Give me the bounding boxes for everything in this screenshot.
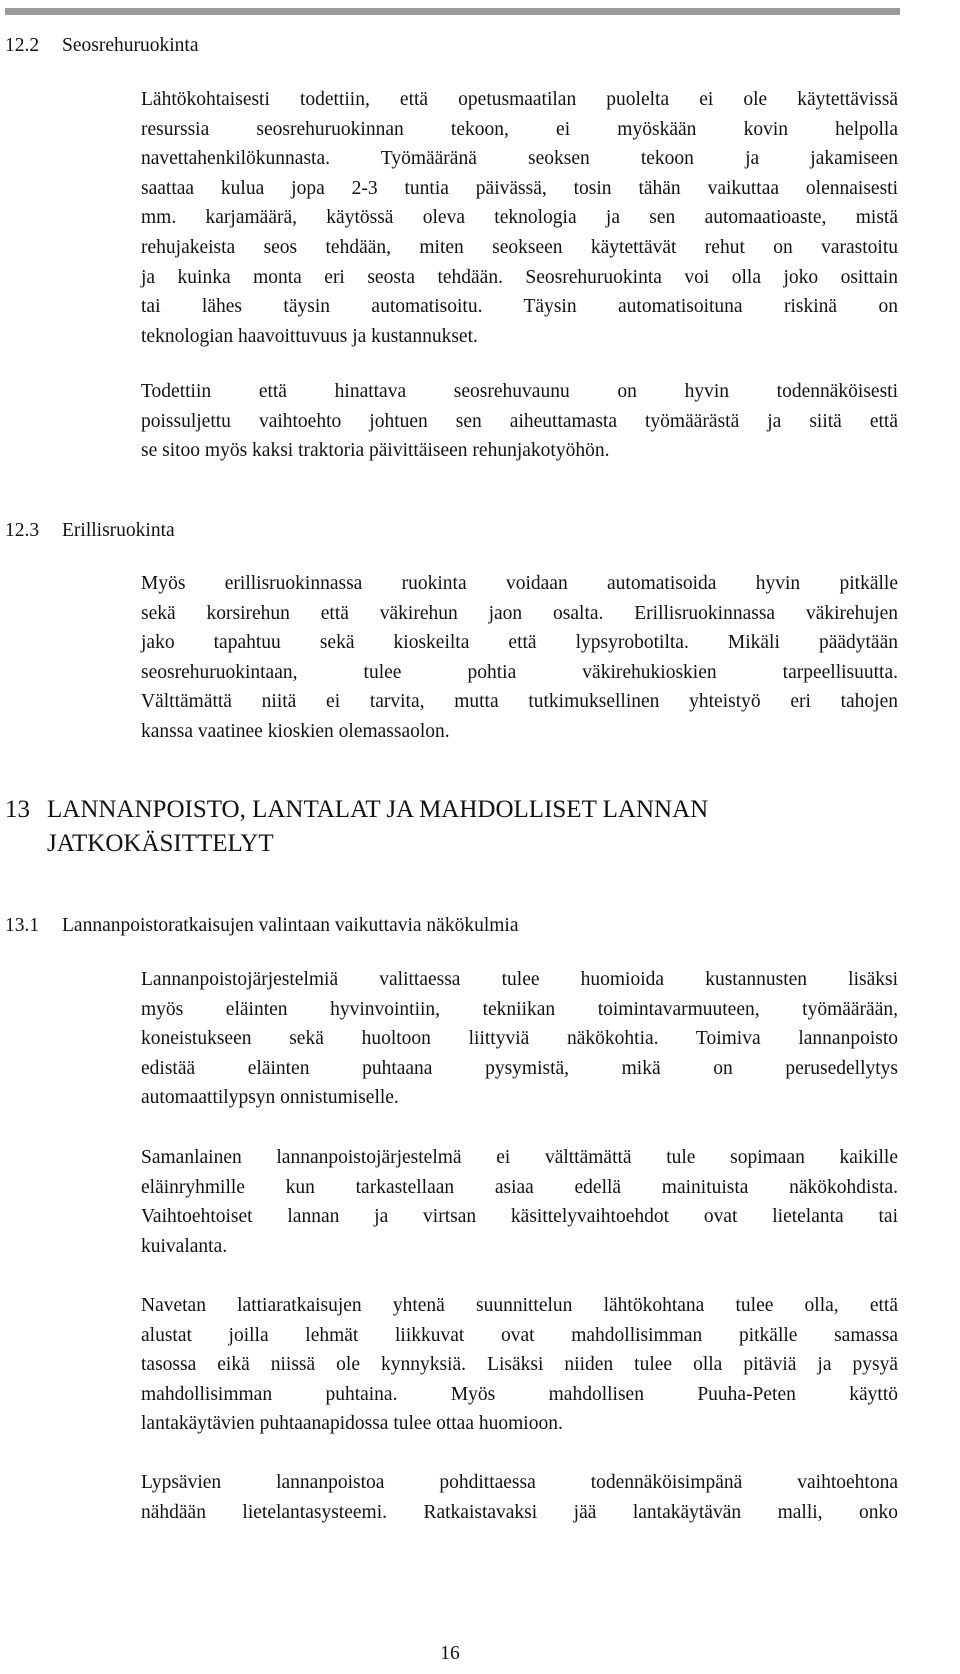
chapter-title-line2: JATKOKÄSITTELYT bbox=[47, 830, 274, 857]
text-line: seosrehuruokintaan, tulee pohtia väkirehukioskien tarpeellisuutta. bbox=[141, 661, 898, 683]
text-line: jako tapahtuu sekä kioskeilta että lypsyrobotilta. Mikäli päädytään bbox=[141, 632, 898, 654]
section-heading-13-1 bbox=[5, 914, 519, 938]
text-line: poissuljettu vaihtoehto johtuen sen aiheuttamasta työmäärästä ja siitä että bbox=[141, 410, 898, 432]
text-line: teknologian haavoittuvuus ja kustannukset. bbox=[141, 325, 478, 347]
text-line: rehujakeista seos tehdään, miten seokseen käytettävät rehut on varastoitu bbox=[141, 236, 898, 258]
text-line: Samanlainen lannanpoistojärjestelmä ei välttämättä tule sopimaan kaikille bbox=[141, 1147, 898, 1168]
chapter-number: 13 bbox=[5, 796, 30, 823]
text-line: navettahenkilökunnasta. Työmääränä seoksen tekoon ja jakamiseen bbox=[141, 148, 898, 170]
text-line: Lannanpoistojärjestelmiä valittaessa tulee huomioida kustannusten lisäksi bbox=[141, 969, 898, 990]
paragraph-13-1-3 bbox=[141, 1291, 898, 1439]
chapter-title-line1: LANNANPOISTO, LANTALAT JA MAHDOLLISET LANNAN bbox=[47, 796, 709, 823]
text-line: tai lähes täysin automatisoitu. Täysin automatisoituna riskinä on bbox=[141, 296, 898, 318]
text-line: eläinryhmille kun tarkastellaan asiaa edellä mainituista näkökohdista. bbox=[141, 1176, 898, 1198]
text-line: alustat joilla lehmät liikkuvat ovat mahdollisimman pitkälle samassa bbox=[141, 1324, 898, 1346]
text-line: edistää eläinten puhtaana pysymistä, mikä on perusedellytys bbox=[141, 1057, 898, 1079]
paragraph-13-1-4 bbox=[141, 1468, 898, 1527]
section-number: 12.3 bbox=[5, 520, 40, 541]
paragraph-12-3-1 bbox=[141, 569, 898, 747]
text-line: Vaihtoehtoiset lannan ja virtsan käsittelyvaihtoehdot ovat lietelanta tai bbox=[141, 1206, 898, 1228]
text-line: Lähtökohtaisesti todettiin, että opetusmaatilan puolelta ei ole käytettävissä bbox=[141, 89, 898, 110]
section-title: Seosrehuruokinta bbox=[62, 35, 199, 56]
text-line: kuivalanta. bbox=[141, 1235, 228, 1257]
text-line: automaattilypsyn onnistumiselle. bbox=[141, 1087, 399, 1109]
page-number: 16 bbox=[440, 1643, 460, 1664]
text-line: lantakäytävien puhtaanapidossa tulee ottaa huomioon. bbox=[141, 1413, 563, 1435]
text-line: mahdollisimman puhtaina. Myös mahdollisen Puuha-Peten käyttö bbox=[141, 1383, 898, 1405]
text-line: myös eläinten hyvinvointiin, tekniikan toimintavarmuuteen, työmäärään, bbox=[141, 998, 898, 1020]
text-line: Välttämättä niitä ei tarvita, mutta tutkimuksellinen yhteistyö eri tahojen bbox=[141, 691, 898, 713]
chapter-heading-13 bbox=[5, 793, 905, 861]
text-line: nähdään lietelantasysteemi. Ratkaistavaksi jää lantakäytävän malli, onko bbox=[141, 1501, 898, 1523]
text-line: resurssia seosrehuruokinnan tekoon, ei myöskään kovin helpolla bbox=[141, 118, 898, 140]
text-line: ja kuinka monta eri seosta tehdään. Seosrehuruokinta voi olla joko osittain bbox=[141, 266, 898, 288]
text-line: Navetan lattiaratkaisujen yhtenä suunnittelun lähtökohtana tulee olla, että bbox=[141, 1295, 898, 1316]
paragraph-13-1-1 bbox=[141, 965, 898, 1113]
section-heading-12-2 bbox=[5, 34, 198, 58]
text-line: Lypsävien lannanpoistoa pohdittaessa todennäköisimpänä vaihtoehtona bbox=[141, 1472, 898, 1493]
text-line: kanssa vaatinee kioskien olemassaolon. bbox=[141, 720, 450, 742]
text-line: sekä korsirehun että väkirehun jaon osalta. Erillisruokinnassa väkirehujen bbox=[141, 602, 898, 624]
section-number: 12.2 bbox=[5, 35, 40, 56]
section-heading-12-3 bbox=[5, 519, 175, 543]
text-line: mm. karjamäärä, käytössä oleva teknologia ja sen automaatioaste, mistä bbox=[141, 207, 898, 229]
text-line: tasossa eikä niissä ole kynnyksiä. Lisäksi niiden tulee olla pitäviä ja pysyä bbox=[141, 1354, 898, 1376]
section-title: Erillisruokinta bbox=[62, 520, 175, 541]
text-line: Myös erillisruokinnassa ruokinta voidaan automatisoida hyvin pitkälle bbox=[141, 573, 898, 594]
text-line: koneistukseen sekä huoltoon liittyviä näkökohtia. Toimiva lannanpoisto bbox=[141, 1028, 898, 1050]
text-line: saattaa kulua jopa 2-3 tuntia päivässä, tosin tähän vaikuttaa olennaisesti bbox=[141, 177, 898, 199]
section-number: 13.1 bbox=[5, 915, 40, 936]
paragraph-12-2-2 bbox=[141, 377, 898, 466]
paragraph-13-1-2 bbox=[141, 1143, 898, 1261]
text-line: se sitoo myös kaksi traktoria päivittäiseen rehunjakotyöhön. bbox=[141, 440, 610, 462]
header-rule bbox=[5, 8, 900, 15]
paragraph-12-2-1 bbox=[141, 85, 898, 351]
text-line: Todettiin että hinattava seosrehuvaunu on hyvin todennäköisesti bbox=[141, 381, 898, 402]
section-title: Lannanpoistoratkaisujen valintaan vaikuttavia näkökulmia bbox=[62, 915, 519, 936]
